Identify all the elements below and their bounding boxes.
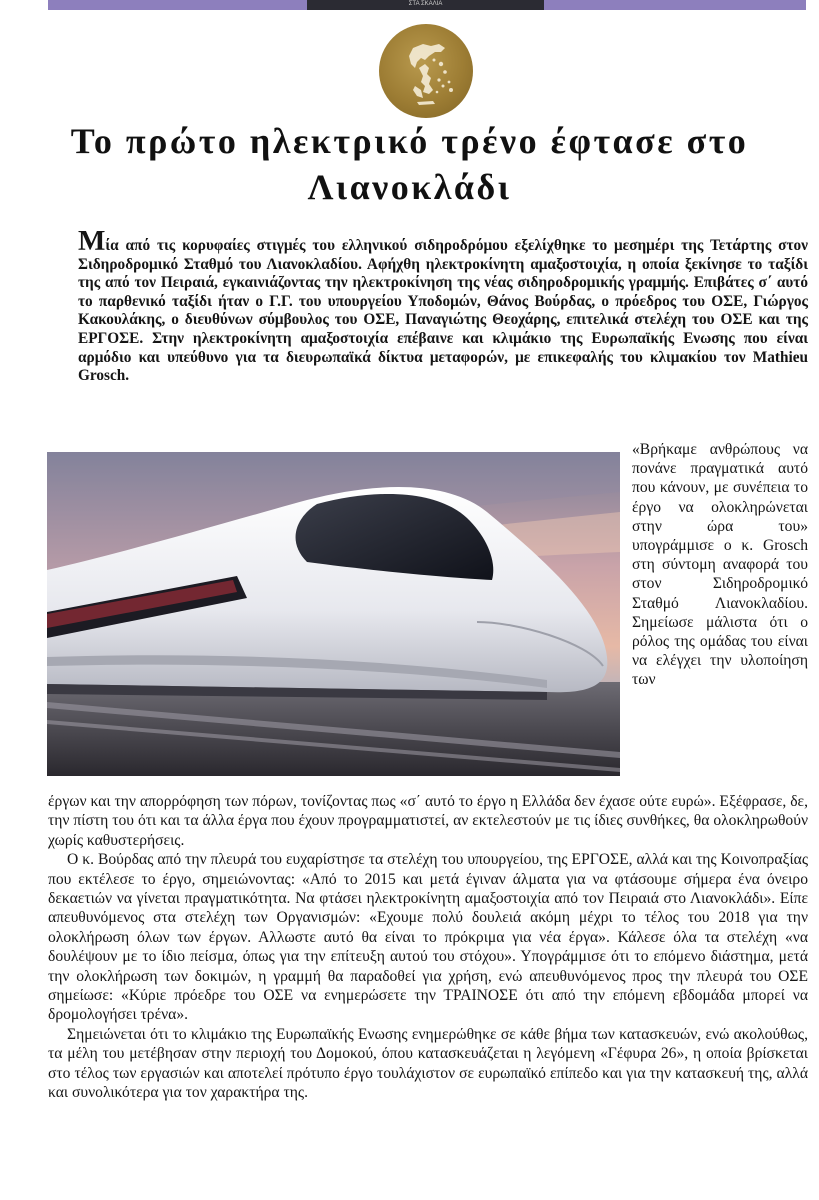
section-tab-label: ΣΤΑ ΣΚΑΛΙΑ — [408, 1, 443, 7]
lead-drop-cap: Μ — [78, 225, 106, 257]
body-paragraph-continued: έργων και την απορρόφηση των πόρων, τονίζοντας πως «σ΄ αυτό το έργο η Ελλάδα δεν έχασε ούτε ευρώ». Εξέφρασε, δε, την πίστη του ότι και τα άλλα έργα που έχουν προγραμματιστεί, αν εκτελεστούν με τις ίδιες συνθήκες, θα ολοκληρωθούν χωρίς καθυστερήσεις. — [48, 793, 808, 849]
greece-map-emblem-icon — [379, 24, 473, 118]
article-body — [48, 792, 808, 1103]
article-title: Το πρώτο ηλεκτρικό τρένο έφτασε στο Λιανοκλάδι — [70, 121, 749, 207]
high-speed-train-photo — [47, 452, 620, 776]
lead-text: ία από τις κορυφαίες στιγμές του ελληνικού σιδηροδρόμου εξελίχθηκε το μεσημέρι της Τετάρτης στον Σιδηροδρομικό Σταθμό του Λιανοκλαδίου. Αφήχθη ηλεκτροκίνητη αμαξοστοιχία, η οποία ξεκίνησε το ταξίδι της από τον Πειραιά, εγκαινιάζοντας την ηλεκτροκίνηση της νέας σιδηροδρομικής γραμμής. Επιβάτες σ΄ αυτό το παρθενικό ταξίδι ήταν ο Γ.Γ. του υπουργείου Υποδομών, Θάνος Βούρδας, ο πρόεδρος του ΟΣΕ, Γιώργος Κακουλάκης, ο διευθύνων σύμβουλος του ΟΣΕ, Παναγιώτης Θεοχάρης, επιτελικά στελέχη του ΟΣΕ και της ΕΡΓΟΣΕ. Στην ηλεκτροκίνητη αμαξοστοιχία επέβαινε και κλιμάκιο της Ευρωπαϊκής Ενωσης που είναι αρμόδιο και υπεύθυνο για τα διευρωπαϊκά δίκτυα μεταφορών, με επικεφαλής του κλιμακίου τον Mathieu Grosch. — [78, 237, 808, 385]
body-paragraph-2: Ο κ. Βούρδας από την πλευρά του ευχαρίστησε τα στελέχη του υπουργείου, της ΕΡΓΟΣΕ, αλλά και της Κοινοπραξίας που εκτέλεσε το έργο, σημειώνοντας: «Από το 2015 και μετά έγιναν άλματα για να φτάσουμε σήμερα ένα όνειρο δεκαετιών να γίνεται πραγματικότητα. Να φτάσει ηλεκτροκίνητη αμαξοστοιχία από τον Πειραιά στο Λιανοκλάδι». Είπε απευθυνόμενος στα στελέχη των Οργανισμών: «Εχουμε πολύ δουλειά ακόμη μέχρι το τέλος του 2018 για την ολοκλήρωση όλων των έργων. Αλλωστε αυτό θα είναι το πρόκριμα για νέα έργα». Κάλεσε όλα τα στελέχη «να δουλέψουν με το ίδιο πείσμα, όπως για την επίτευξη αυτού του στόχου». Υπογράμμισε ότι το επόμενο διάστημα, μετά την ολοκλήρωση των δοκιμών, η γραμμή θα παραδοθεί για χρήση, ενώ απευθυνόμενος προς την πλευρά του ΟΣΕ σημείωσε: «Κύριε πρόεδρε του ΟΣΕ να ενημερώσετε την ΤΡΑΙΝΟΣΕ ότι από την επόμενη εβδομάδα μπορεί να δρομολογήσει τρένα». — [48, 851, 808, 1024]
section-tab — [307, 0, 544, 10]
article-lead — [78, 225, 808, 386]
side-column-text: «Βρήκαμε ανθρώπους να πονάνε πραγματικά αυτό που κάνουν, με συνέπεια το έργο να ολοκληρώνεται στην ώρα του» υπογράμμισε ο κ. Grosch στη σύντομη αναφορά του στον Σιδηροδρομικό Σταθμό Λιανοκλαδίου. Σημείωσε μάλιστα ότι ο ρόλος της ομάδας του είναι να ελέγχει την υλοποίηση των — [632, 441, 808, 689]
body-paragraph-3: Σημειώνεται ότι το κλιμάκιο της Ευρωπαϊκής Ενωσης ενημερώθηκε σε κάθε βήμα των κατασκευών, ενώ ακολούθως, τα μέλη του μετέβησαν στην περιοχή του Δομοκού, όπου κατασκευάζεται η λεγόμενη «Γέφυρα 26», η οποία βρίσκεται στο τέλος των εργασιών και αποτελεί πρότυπο έργο τουλάχιστον σε ευρωπαϊκό επίπεδο και για την κατασκευή της, αλλά και συνολικότερα για τον χαρακτήρα της. — [48, 1025, 808, 1102]
